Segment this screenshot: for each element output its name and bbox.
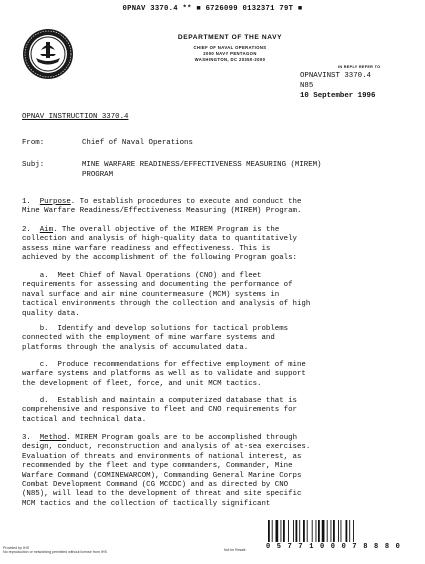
paragraph-text: . MIREM Program goals are to be accomplished through: [66, 434, 298, 442]
paragraph-text: assess mine warfare readiness and effectiveness. This is: [22, 244, 271, 253]
barcode-bar: [341, 520, 342, 542]
aim-heading: Aim: [39, 226, 54, 234]
paragraph-aim: [22, 226, 402, 264]
subject-line-2: PROGRAM: [82, 170, 114, 179]
barcode-bar: [349, 520, 350, 542]
paragraph-text: c. Produce recommendations for effective employment of mine: [22, 361, 306, 369]
barcode-bar: [281, 520, 282, 542]
footer-resale-note: Not for Resale: [224, 548, 246, 552]
barcode-digits: 0 5 7 7 1 0 0 0 7 8 8 8 0: [266, 543, 402, 551]
paragraph-text: . The overall objective of the MIREM Program is the: [53, 226, 280, 234]
paragraph-text: recommended by the fleet and type commanders, Commander, Mine: [22, 462, 293, 471]
paragraph-text: a. Meet Chief of Naval Operations (CNO) and fleet: [22, 272, 262, 280]
method-heading: Method: [39, 434, 67, 442]
barcode-bar: [353, 520, 354, 542]
paragraph-text: platforms through the analysis of accumulated data.: [22, 343, 249, 352]
document-header-code: [0, 5, 425, 13]
barcode-bar: [307, 520, 308, 542]
from-value: Chief of Naval Operations: [82, 139, 193, 147]
paragraph-number: 1.: [22, 198, 31, 206]
paragraph-purpose: [22, 198, 402, 217]
letterhead-address-line-3: WASHINGTON, DC 20350-2000: [194, 57, 266, 62]
footer-line-1: Provided by IHS: [3, 546, 29, 550]
paragraph-text: MCM tactics and the collection of tactically significant: [22, 499, 271, 508]
paragraph-text: Combat Development Command (CG MCCDC) and as directed by CNO: [22, 481, 289, 490]
barcode-bar: [296, 520, 298, 542]
barcode-bar: [318, 520, 320, 542]
barcode-bar: [333, 520, 335, 542]
subparagraph-d: [22, 397, 402, 425]
letterhead-department: DEPARTMENT OF THE NAVY: [177, 34, 283, 41]
barcode-bar: [322, 520, 325, 542]
barcode-bar: [276, 520, 279, 542]
paragraph-text: tactical environments through the collection and analysis of high: [22, 300, 311, 309]
paragraph-text: the development of fleet, force, and unit MCM tactics.: [22, 379, 262, 388]
paragraph-text: (N85), will lead to the development of threat and site specific: [22, 490, 302, 499]
subparagraph-b: [22, 325, 402, 353]
barcode-bar: [288, 520, 289, 542]
letterhead-address-line-2: 2000 NAVY PENTAGON: [203, 51, 257, 56]
footer-provider-note: [3, 546, 107, 555]
barcode-bar: [346, 520, 348, 542]
paragraph-text: d. Establish and maintain a computerized database that is: [22, 397, 297, 405]
barcode-bar: [303, 520, 305, 542]
paragraph-number: 2.: [22, 226, 31, 234]
footer-line-2: No reproduction or networking permitted without license from IHS: [3, 550, 107, 555]
barcode-bar: [327, 520, 328, 542]
header-code-text: 0PNAV 3370.4 ** ■ 6726099 0132371 79T ■: [122, 5, 303, 13]
letterhead-address-line-1: CHIEF OF NAVAL OPERATIONS: [193, 45, 267, 50]
reference-number: OPNAVINST 3370.4: [300, 72, 371, 80]
paragraph-text: connected with the employment of mine warfare systems and: [22, 334, 275, 343]
barcode-bar: [331, 520, 332, 542]
paragraph-text: Warfare Command (COMINEWARCOM), Commanding General Marine Corps: [22, 471, 302, 480]
paragraph-text: achieved by the accomplishment of the following Program goals:: [22, 254, 297, 263]
barcode-bar: [316, 520, 317, 542]
paragraph-text: . To establish procedures to execute and conduct the: [70, 198, 302, 206]
paragraph-text: b. Identify and develop solutions for tactical problems: [22, 325, 289, 333]
barcode-bar: [268, 520, 270, 542]
paragraph-text: collection and analysis of high-quality data to quantitatively: [22, 235, 297, 244]
paragraph-number: 3.: [22, 434, 31, 442]
barcode-bar: [293, 520, 294, 542]
subject-label: Subj:: [22, 161, 45, 169]
purpose-heading: Purpose: [39, 198, 71, 206]
paragraph-text: quality data.: [22, 309, 80, 318]
paragraph-method: [22, 434, 402, 509]
paragraph-text: naval surface and air mine countermeasure (MCM) systems in: [22, 290, 280, 299]
paragraph-text: tactical and technical data.: [22, 415, 147, 424]
barcode-bar: [272, 520, 273, 542]
subject-value: [82, 161, 322, 180]
reference-code: N85: [300, 82, 314, 90]
barcode-bar: [338, 520, 339, 542]
paragraph-text: requirements for assessing and documenting the performance of: [22, 281, 293, 290]
paragraph-text: warfare systems and platforms as well as to validate and support: [22, 370, 306, 379]
reference-date: 10 September 1996: [300, 92, 376, 100]
paragraph-text: Mine Warfare Readiness/Effectiveness Measuring (MIREM) Program.: [22, 207, 302, 216]
barcode-bar: [312, 520, 313, 542]
barcode-bar: [283, 520, 285, 542]
subparagraph-c: [22, 361, 402, 389]
subject-line-1: MINE WARFARE READINESS/EFFECTIVENESS MEASURING (MIREM): [82, 161, 322, 169]
instruction-title: OPNAV INSTRUCTION 3370.4: [22, 113, 129, 121]
paragraph-text: comprehensive and responsive to fleet and CNO requirements for: [22, 406, 297, 415]
navy-seal-logo: [22, 28, 74, 80]
barcode-bar: [299, 520, 300, 542]
reply-refer-label: IN REPLY REFER TO: [338, 65, 381, 69]
paragraph-text: design, conduct, reconstruction and analysis of at-sea exercises.: [22, 443, 311, 452]
from-label: From:: [22, 139, 45, 147]
barcode-image: [268, 520, 380, 542]
subparagraph-a: [22, 272, 402, 319]
paragraph-text: Evaluation of threats and environments of national interest, as: [22, 452, 302, 461]
